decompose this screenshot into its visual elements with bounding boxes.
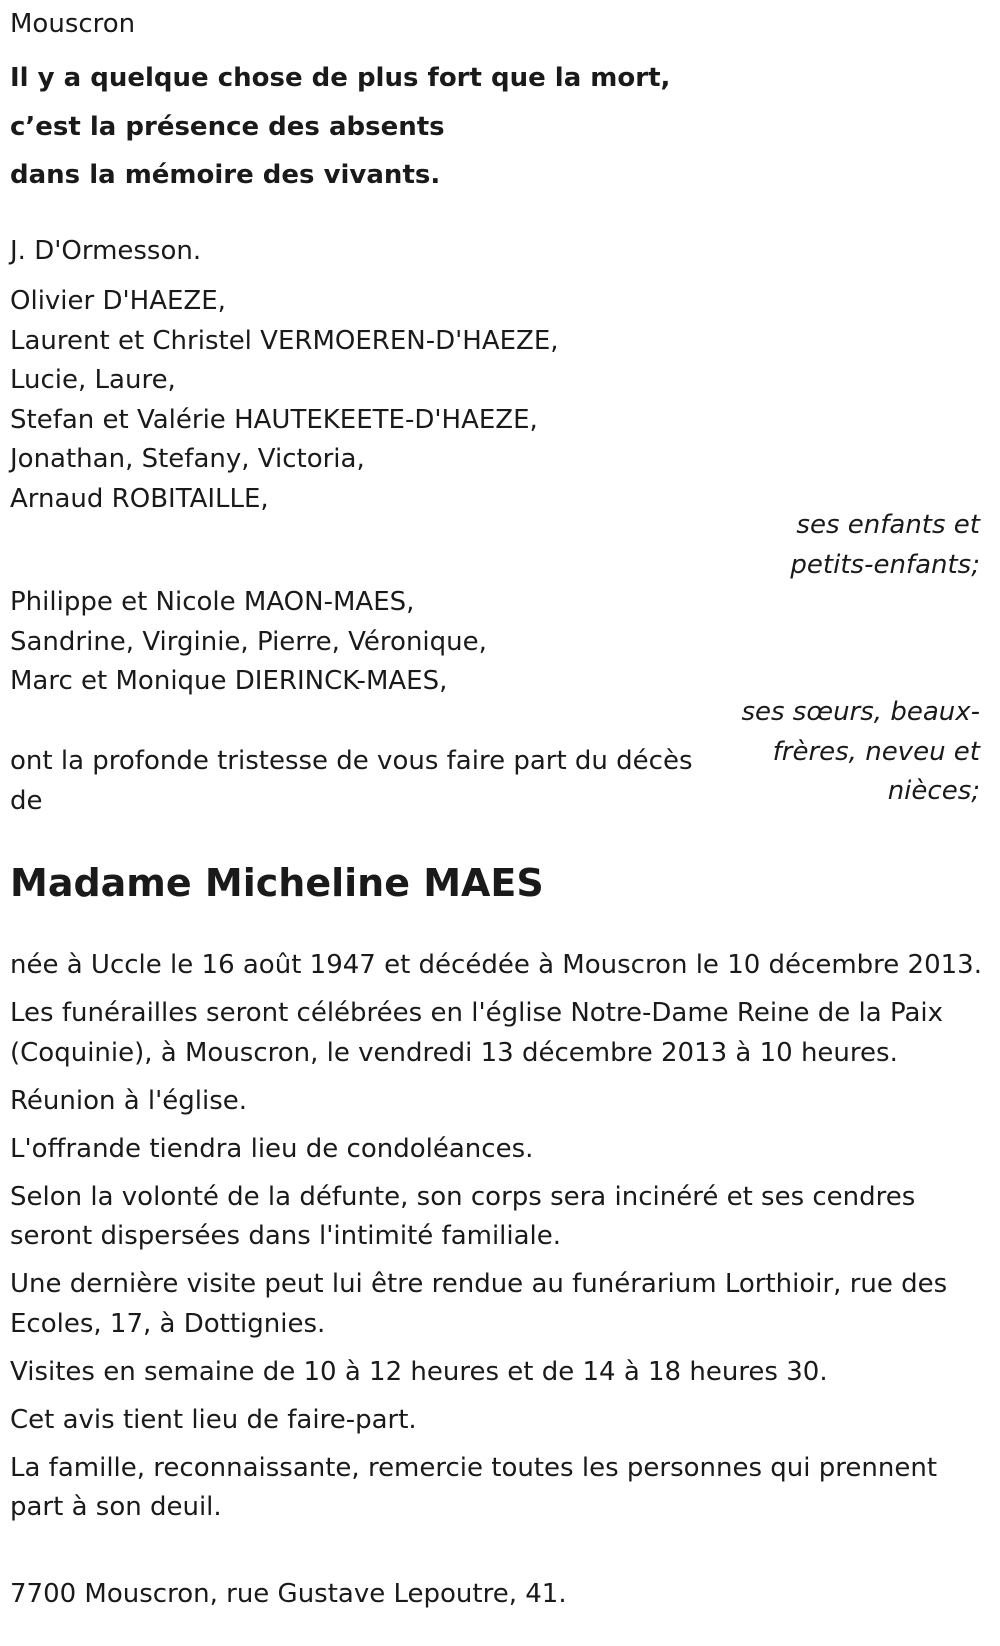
detail-paragraph: Cet avis tient lieu de faire-part.: [10, 1404, 417, 1435]
role-line: nièces;: [887, 776, 980, 806]
family-address: 7700 Mouscron, rue Gustave Lepoutre, 41.: [10, 1579, 567, 1609]
location-label: Mouscron: [10, 9, 136, 39]
details-block: [10, 946, 990, 1536]
detail-paragraph: Selon la volonté de la défunte, son corps sera incinéré et ses cendres seront dispersées dans l'intimité familiale.: [10, 1181, 916, 1251]
family-member: Arnaud ROBITAILLE,: [10, 483, 269, 514]
quote-block: [10, 54, 670, 200]
detail-paragraph: Visites en semaine de 10 à 12 heures et de 14 à 18 heures 30.: [10, 1356, 828, 1387]
family-role-siblings: [741, 693, 980, 812]
quote-line: Il y a quelque chose de plus fort que la mort,: [10, 63, 671, 93]
role-line: ses enfants et: [796, 510, 980, 540]
deceased-name: Madame Micheline MAES: [10, 861, 544, 905]
quote-line: c’est la présence des absents: [10, 111, 445, 142]
family-member: Marc et Monique DIERINCK-MAES,: [10, 666, 448, 696]
family-group-siblings: [10, 583, 487, 702]
family-group-children: [10, 282, 559, 519]
family-member: Jonathan, Stefany, Victoria,: [10, 444, 365, 474]
family-member: Stefan et Valérie HAUTEKEETE-D'HAEZE,: [10, 404, 538, 435]
quote-line: dans la mémoire des vivants.: [10, 160, 441, 190]
detail-paragraph: L'offrande tiendra lieu de condoléances.: [10, 1133, 534, 1164]
detail-paragraph: Les funérailles seront célébrées en l'église Notre-Dame Reine de la Paix (Coquinie), à Mouscron, le vendredi 13 décembre 2013 à 10 heures.: [10, 998, 944, 1068]
family-member: Laurent et Christel VERMOEREN-D'HAEZE,: [10, 325, 559, 356]
family-member: Sandrine, Virginie, Pierre, Véronique,: [10, 626, 487, 657]
detail-paragraph: La famille, reconnaissante, remercie toutes les personnes qui prennent part à son deuil.: [10, 1452, 938, 1522]
family-member: Lucie, Laure,: [10, 365, 176, 395]
family-role-children: [790, 506, 980, 585]
family-member: Olivier D'HAEZE,: [10, 286, 226, 316]
quote-author: J. D'Ormesson.: [10, 236, 202, 266]
role-line: ses sœurs, beaux-: [741, 697, 980, 727]
family-member: Philippe et Nicole MAON-MAES,: [10, 587, 415, 617]
announcement-intro: ont la profonde tristesse de vous faire part du décès de: [10, 746, 693, 816]
role-line: petits-enfants;: [790, 549, 980, 580]
detail-paragraph: Une dernière visite peut lui être rendue au funérarium Lorthioir, rue des Ecoles, 17, à Dottignies.: [10, 1269, 948, 1339]
role-line: frères, neveu et: [772, 736, 980, 767]
detail-paragraph: Réunion à l'église.: [10, 1085, 248, 1116]
detail-paragraph: née à Uccle le 16 août 1947 et décédée à Mouscron le 10 décembre 2013.: [10, 950, 982, 980]
